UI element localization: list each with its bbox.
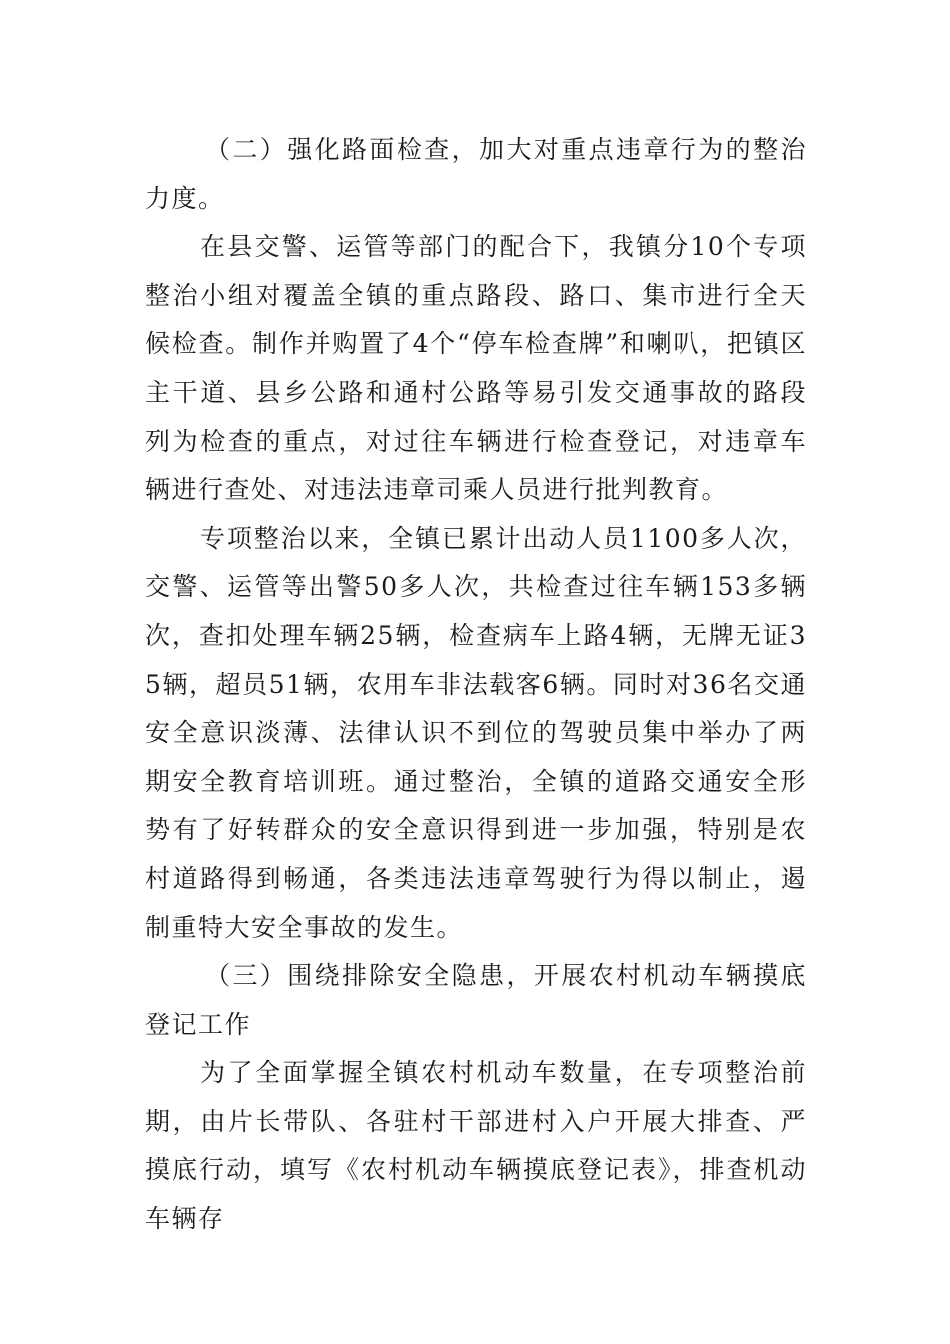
paragraph: 为了全面掌握全镇农村机动车数量，在专项整治前期，由片长带队、各驻村干部进村入户开展大排查、严摸底行动，填写《农村机动车辆摸底登记表》，排查机动车辆存	[145, 1058, 807, 1234]
section-heading-3: （三）围绕排除安全隐患，开展农村机动车辆摸底登记工作	[145, 961, 807, 1039]
paragraph: 在县交警、运管等部门的配合下，我镇分10个专项整治小组对覆盖全镇的重点路段、路口、集市进行全天候检查。制作并购置了4个“停车检查牌”和喇叭，把镇区主干道、县乡公路和通村公路等易引发交通事故的路段列为检查的重点，对过往车辆进行检查登记，对违章车辆进行查处、对违法违章司乘人员进行批判教育。	[145, 232, 807, 505]
document-body	[145, 126, 807, 1244]
paragraph: 专项整治以来，全镇已累计出动人员1100多人次，交警、运管等出警50多人次，共检查过往车辆153多辆次，查扣处理车辆25辆，检查病车上路4辆，无牌无证35辆，超员51辆，农用车非法载客6辆。同时对36名交通安全意识淡薄、法律认识不到位的驾驶员集中举办了两期安全教育培训班。通过整治，全镇的道路交通安全形势有了好转群众的安全意识得到进一步加强，特别是农村道路得到畅通，各类违法违章驾驶行为得以制止，遏制重特大安全事故的发生。	[145, 523, 807, 942]
section-heading-2: （二）强化路面检查，加大对重点违章行为的整治力度。	[145, 135, 807, 213]
